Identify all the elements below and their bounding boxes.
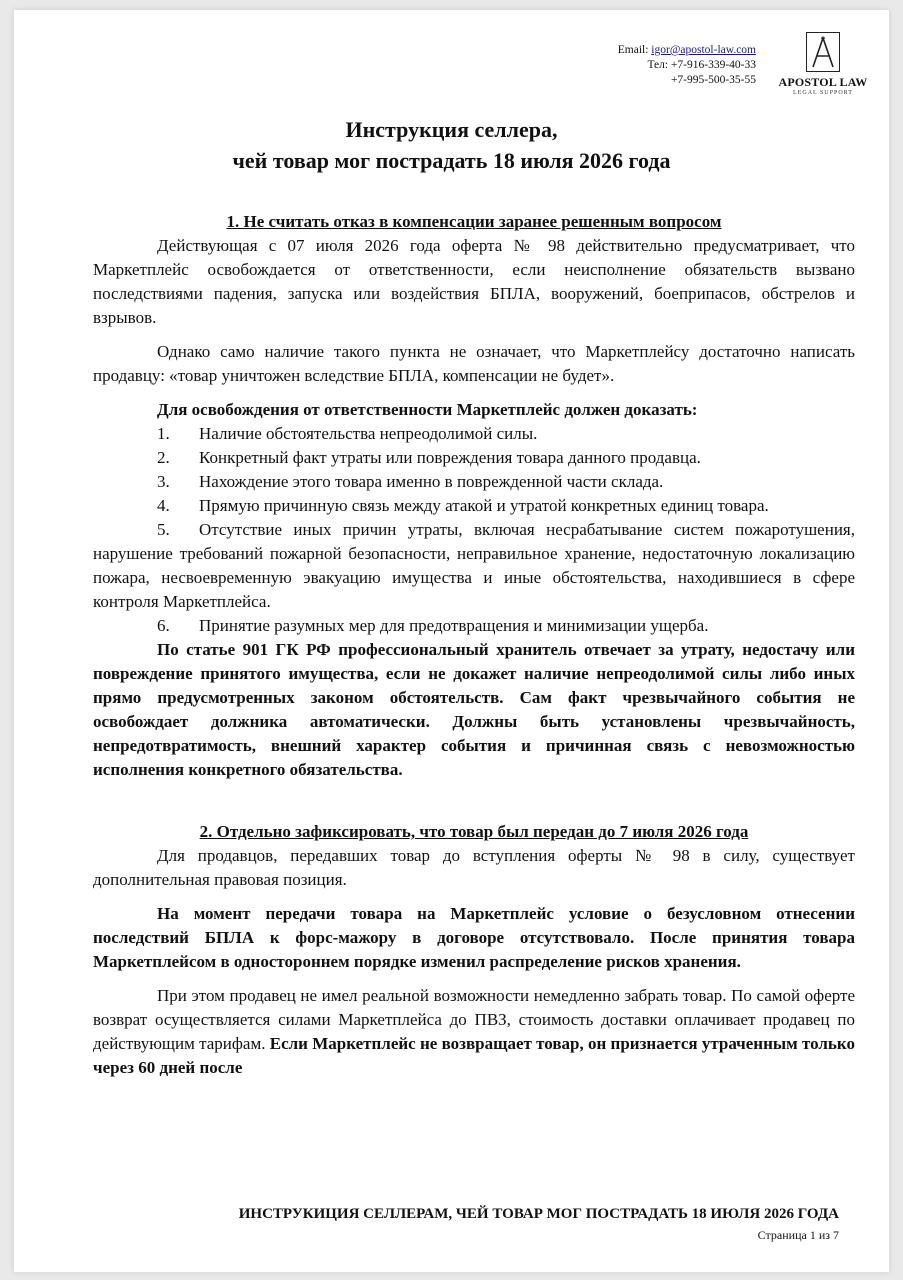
- section-2-bold-paragraph: На момент передачи товара на Маркетплейс условие о безусловном отнесении последствий БПЛА к форс-мажору в договоре отсутствовало. После принятия товара Маркетплейсом в одностороннем порядке изменил распределение рисков хранения.: [93, 904, 855, 971]
- list-number: 3.: [157, 472, 170, 491]
- page-number: Страница 1 из 7: [757, 1228, 839, 1242]
- list-item: [93, 446, 855, 470]
- list-text: Прямую причинную связь между атакой и утратой конкретных единиц товара.: [199, 496, 769, 515]
- contact-block: [618, 43, 756, 88]
- list-number: 5.: [157, 520, 170, 539]
- section-2-paragraph-1: Для продавцов, передавших товар до вступления оферты № 98 в силу, существует дополнительная правовая позиция.: [93, 846, 855, 889]
- section-2-heading: 2. Отдельно зафиксировать, что товар был передан до 7 июля 2026 года: [199, 822, 749, 841]
- title-line-1: Инструкция селлера,: [345, 117, 558, 142]
- logo-a-icon: [806, 32, 840, 72]
- section-1-paragraph-2: Однако само наличие такого пункта не означает, что Маркетплейсу достаточно написать продавцу: «товар уничтожен вследствие БПЛА, компенсации не будет».: [93, 342, 855, 385]
- title-line-2: чей товар мог пострадать 18 июля 2026 года: [232, 148, 671, 173]
- document-page: [14, 10, 889, 1272]
- section-2-paragraph-3: [93, 984, 855, 1080]
- email-link[interactable]: igor@apostol-law.com: [651, 44, 756, 56]
- list-item: [93, 470, 855, 494]
- email-line: [618, 43, 756, 58]
- list-text: Наличие обстоятельства непреодолимой силы.: [199, 424, 538, 443]
- list-number: 6.: [157, 616, 170, 635]
- list-item: [93, 422, 855, 446]
- section-2-paragraph-3-bold: Если Маркетплейс не возвращает товар, он признается утраченным только через 60 дней после: [93, 1034, 855, 1077]
- list-text: Отсутствие иных причин утраты, включая несрабатывание систем пожаротушения, нарушение требований пожарной безопасности, неправильное хранение, недостаточную локализацию пожара, несвоевременную эвакуацию имущества и иные обстоятельства, находившиеся в сфере контроля Маркетплейса.: [93, 520, 855, 611]
- email-label: Email:: [617, 44, 652, 56]
- section-1-bold-paragraph: По статье 901 ГК РФ профессиональный хранитель отвечает за утрату, недостачу или повреждение принятого имущества, если не докажет наличие непреодолимой силы либо иных прямо предусмотренных законом обстоятельств. Сам факт чрезвычайного события не освобождает должника автоматически. Должны быть установлены чрезвычайность, непредотвратимость, внешний характер события и причинная связь с невозможностью исполнения конкретного обязательства.: [93, 640, 855, 779]
- footer-title: ИНСТРУКИЦИЯ СЕЛЛЕРАМ, ЧЕЙ ТОВАР МОГ ПОСТРАДАТЬ 18 ИЮЛЯ 2026 ГОДА: [238, 1206, 839, 1222]
- list-item: [93, 518, 855, 614]
- list-number: 2.: [157, 448, 170, 467]
- apostol-law-logo: [773, 32, 873, 112]
- logo-name: APOSTOL LAW: [778, 75, 868, 89]
- document-title: [14, 114, 889, 176]
- list-text: Нахождение этого товара именно в поврежденной части склада.: [199, 472, 664, 491]
- section-1-paragraph-1: Действующая с 07 июля 2026 года оферта № 98 действительно предусматривает, что Маркетплейс освобождается от ответственности, если неисполнение обязательств вызвано последствиями падения, запуска или воздействия БПЛА, вооружений, боеприпасов, обстрелов и взрывов.: [93, 236, 855, 327]
- section-2-paragraph-3-regular: При этом продавец не имел реальной возможности немедленно забрать товар. По самой оферте возврат осуществляется силами Маркетплейса до ПВЗ, стоимость доставки оплачивает продавец по действующим тарифам.: [93, 986, 855, 1053]
- list-text: Конкретный факт утраты или повреждения товара данного продавца.: [199, 448, 701, 467]
- document-body: [93, 210, 855, 1080]
- list-number: 4.: [157, 496, 170, 515]
- section-1-heading: 1. Не считать отказ в компенсации заранее решенным вопросом: [226, 212, 722, 231]
- list-number: 1.: [157, 424, 170, 443]
- phone-line-2: +7-995-500-35-55: [670, 74, 756, 86]
- phone-line: Тел: +7-916-339-40-33: [647, 59, 756, 71]
- list-item: [93, 614, 855, 638]
- section-1-list-heading: Для освобождения от ответственности Маркетплейс должен доказать:: [157, 400, 698, 419]
- list-item: [93, 494, 855, 518]
- logo-subtitle: LEGAL SUPPORT: [793, 90, 853, 96]
- list-text: Принятие разумных мер для предотвращения и минимизации ущерба.: [199, 616, 709, 635]
